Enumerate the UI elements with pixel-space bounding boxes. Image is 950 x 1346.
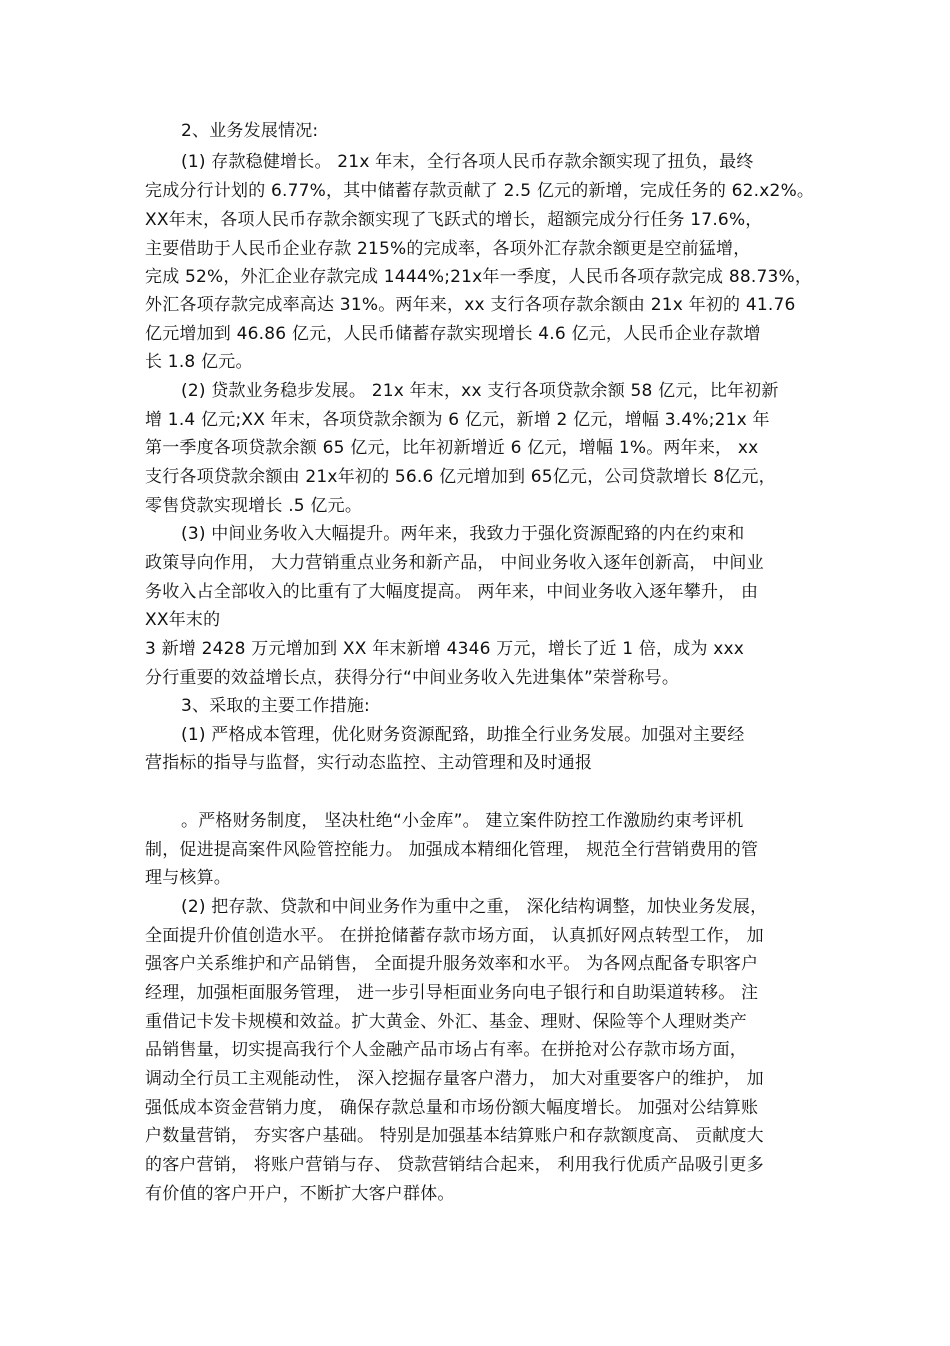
paragraph-line: 有价值的客户开户，不断扩大客户群体。 [145, 1184, 455, 1204]
paragraph-line: 经理，加强柜面服务管理， 进一步引导柜面业务向电子银行和自助渠道转移。 注 [145, 983, 759, 1003]
paragraph-line: 制，促进提高案件风险管控能力。 加强成本精细化管理， 规范全行营销费用的管 [145, 840, 759, 860]
paragraph-line: 零售贷款实现增长 .5 亿元。 [145, 496, 363, 516]
paragraph-line: XX年末的 [145, 610, 221, 630]
paragraph-line: 外汇各项存款完成率高达 31%。两年来，xx 支行各项存款余额由 21x 年初的 41.76 [145, 295, 796, 315]
paragraph-line: 亿元增加到 46.86 亿元，人民币储蓄存款实现增长 4.6 亿元，人民币企业存款增 [145, 324, 761, 344]
section-heading: 2、业务发展情况: [181, 121, 319, 141]
paragraph-line: (1) 存款稳健增长。 21x 年末，全行各项人民币存款余额实现了扭负，最终 [181, 152, 754, 172]
paragraph-line: 理与核算。 [145, 868, 231, 888]
paragraph-line: 务收入占全部收入的比重有了大幅度提高。 两年来，中间业务收入逐年攀升， 由 [145, 582, 759, 602]
paragraph-line: 主要借助于人民币企业存款 215%的完成率，各项外汇存款余额更是空前猛增， [145, 239, 751, 259]
paragraph-line: 调动全行员工主观能动性， 深入挖掘存量客户潜力， 加大对重要客户的维护， 加 [145, 1069, 764, 1089]
paragraph-line: 品销售量，切实提高我行个人金融产品市场占有率。在拼抢对公存款市场方面， [145, 1040, 747, 1060]
section-heading: 3、采取的主要工作措施: [181, 696, 370, 716]
paragraph-line: 。严格财务制度， 坚决杜绝“小金库”。 建立案件防控工作激励约束考评机 [181, 811, 744, 831]
paragraph-line: 长 1.8 亿元。 [145, 352, 253, 372]
paragraph-line: 的客户营销， 将账户营销与存、 贷款营销结合起来， 利用我行优质产品吸引更多 [145, 1155, 764, 1175]
paragraph-line: 营指标的指导与监督，实行动态监控、主动管理和及时通报 [145, 753, 593, 773]
paragraph-line: 分行重要的效益增长点，获得分行“中间业务收入先进集体”荣誉称号。 [145, 668, 680, 688]
paragraph-line: (3) 中间业务收入大幅提升。两年来，我致力于强化资源配臵的内在约束和 [181, 524, 745, 544]
paragraph-line: 第一季度各项贷款余额 65 亿元，比年初新增近 6 亿元，增幅 1%。两年来， xx [145, 438, 759, 458]
paragraph-line: 3 新增 2428 万元增加到 XX 年末新增 4346 万元，增长了近 1 倍，成为 xxx [145, 639, 745, 659]
paragraph-line: 增 1.4 亿元;XX 年末，各项贷款余额为 6 亿元，新增 2 亿元，增幅 3.4%;21x 年 [145, 410, 770, 430]
paragraph-line: 完成 52%，外汇企业存款完成 1444%;21x年一季度，人民币各项存款完成 88.73%， [145, 267, 813, 287]
paragraph-line: 全面提升价值创造水平。 在拼抢储蓄存款市场方面， 认真抓好网点转型工作， 加 [145, 926, 764, 946]
paragraph-line: 政策导向作用， 大力营销重点业务和新产品， 中间业务收入逐年创新高， 中间业 [145, 553, 764, 573]
paragraph-line: 支行各项贷款余额由 21x年初的 56.6 亿元增加到 65亿元，公司贷款增长 8亿元， [145, 467, 776, 487]
paragraph-line: 重借记卡发卡规模和效益。扩大黄金、外汇、基金、理财、保险等个人理财类产 [145, 1012, 747, 1032]
paragraph-line: 强客户关系维护和产品销售， 全面提升服务效率和水平。 为各网点配备专职客户 [145, 954, 759, 974]
paragraph-line: XX年末，各项人民币存款余额实现了飞跃式的增长，超额完成分行任务 17.6%， [145, 210, 763, 230]
paragraph-line: (1) 严格成本管理，优化财务资源配臵，助推全行业务发展。加强对主要经 [181, 725, 745, 745]
paragraph-line: 户数量营销， 夯实客户基础。 特别是加强基本结算账户和存款额度高、 贡献度大 [145, 1126, 764, 1146]
paragraph-line: 完成分行计划的 6.77%，其中储蓄存款贡献了 2.5 亿元的新增，完成任务的 62.x2%。 [145, 181, 815, 201]
paragraph-line: 强低成本资金营销力度， 确保存款总量和市场份额大幅度增长。 加强对公结算账 [145, 1098, 759, 1118]
paragraph-line: (2) 把存款、贷款和中间业务作为重中之重， 深化结构调整，加快业务发展， [181, 897, 768, 917]
paragraph-line: (2) 贷款业务稳步发展。 21x 年末，xx 支行各项贷款余额 58 亿元，比年初新 [181, 381, 779, 401]
